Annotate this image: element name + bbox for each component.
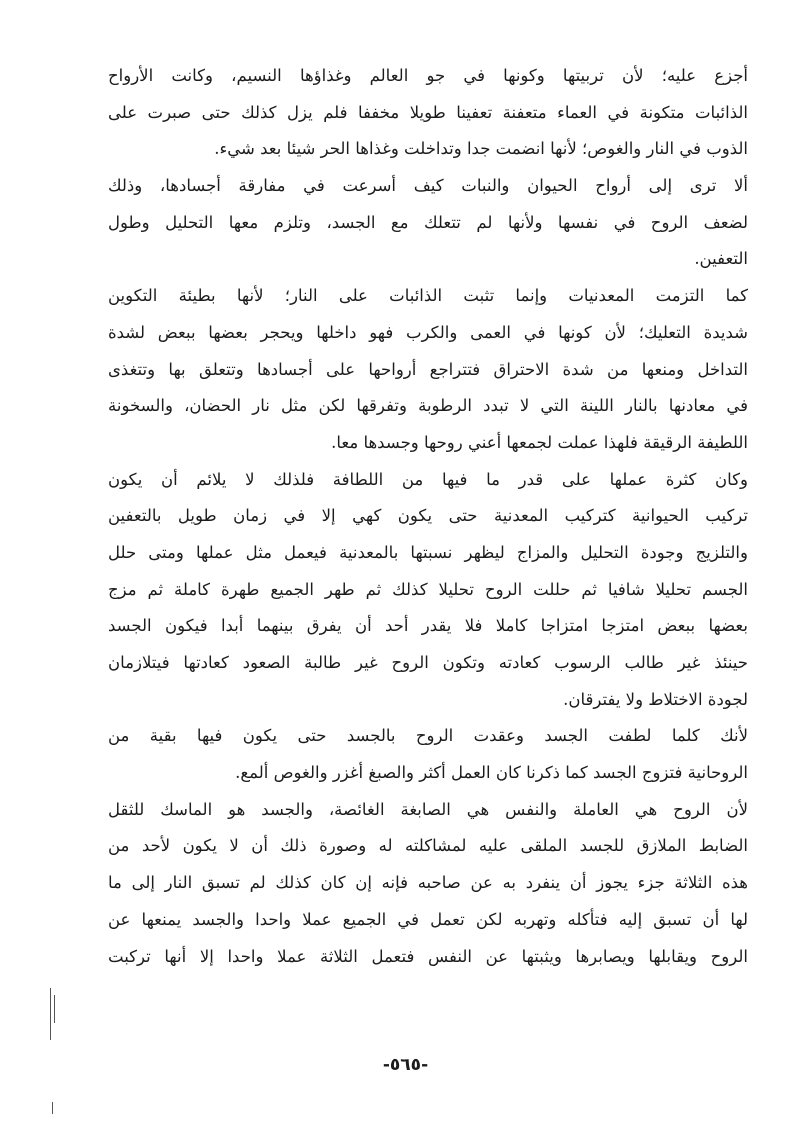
text-line: والتلزيج وجودة التحليل والمزاج ليظهر نسبتها بالمعدنية فيعمل مثل عملها ومتى حلل <box>108 542 748 562</box>
text-line: لجودة الاختلاط ولا يفترقان. <box>563 689 748 709</box>
paragraph-5 <box>108 718 748 791</box>
text-line: الجسم تحليلا شافيا ثم حللت الروح تحليلا كذلك ثم طهر الجميع طهرة كاملة ثم مزج <box>108 579 748 599</box>
text-line: التعفين. <box>694 249 748 269</box>
text-line: وكان كثرة عملها على قدر ما فيها من اللطافة فلذلك لا يلائم أن يكون <box>108 469 748 489</box>
margin-scan-mark <box>52 1102 53 1114</box>
text-line: كما التزمت المعدنيات وإنما تثبت الذائبات على النار؛ لأنها بطيئة التكوين <box>108 286 748 306</box>
text-line: تركيب الحيوانية كتركيب المعدنية حتى يكون كهي إلا في زمان طويل بالتعفين <box>108 506 748 526</box>
text-line: الضابط الملازق للجسد الملقى عليه لمشاكلته له وصورة ذلك أن لا يكون لأحد من <box>108 836 748 856</box>
text-line: بعضها ببعض امتزجا امتزاجا كاملا فلا يقدر أحد أن يفرق بينهما أبدا فيكون الجسد <box>108 616 748 636</box>
text-line: لها أن تسبق إليه فتأكله وتهربه لكن تعمل في الجميع عملا واحدا والجسد يمنعها عن <box>108 909 748 929</box>
text-line: ألا ترى إلى أرواح الحيوان والنبات كيف أسرعت في مفارقة أجسادها، وذلك <box>108 176 748 196</box>
text-line: الذوب في النار والغوص؛ لأنها انضمت جدا وتداخلت وغذاها الحر شيئا بعد شيء. <box>214 139 748 159</box>
paragraph-1 <box>108 58 748 168</box>
paragraph-3 <box>108 278 748 461</box>
text-line: اللطيفة الرقيقة فلهذا عملت لجمعها أعني روحها وجسدها معا. <box>331 432 748 452</box>
body-text <box>108 58 748 975</box>
text-line: شديدة التعليك؛ لأن كونها في العمى والكرب فهو داخلها ويحجر بعضها ببعض لشدة <box>108 322 748 342</box>
paragraph-2 <box>108 168 748 278</box>
paragraph-4 <box>108 462 748 719</box>
text-line: الذائبات متكونة في العماء متعفنة تعفينا طويلا مخففا فلم يزل كذلك حتى صبرت على <box>108 102 748 122</box>
text-line: في معادنها بالنار اللينة التي لا تبدد الرطوبة وتفرقها لكن مثل نار الحضان، والسخونة <box>108 396 748 416</box>
paragraph-6 <box>108 792 748 975</box>
text-line: لضعف الروح في نفسها ولأنها لم تتعلك مع الجسد، وتلزم معها التحليل وطول <box>108 212 748 232</box>
page-number: -٥٦٥- <box>382 1055 429 1075</box>
text-line: أجزع عليه؛ لأن تربيتها وكونها في جو العالم وغذاؤها النسيم، وكانت الأرواح <box>108 66 748 85</box>
text-line: لأن الروح هي العاملة والنفس هي الصابغة الغائصة، والجسد هو الماسك للثقل <box>108 799 748 819</box>
margin-scan-mark <box>50 988 51 1040</box>
text-line: التداخل ومنعها من شدة الاحتراق فتتراجع أرواحها على أجسادها وتتعلق بها وتتغذى <box>108 359 748 379</box>
text-line: الروحانية فتزوج الجسد كما ذكرنا كان العمل أكثر والصبغ أغزر والغوص ألمع. <box>235 763 748 783</box>
text-line: هذه الثلاثة جزء يجوز أن ينفرد به عن صاحبه فإنه إن كان كذلك لم تسبق النار إلى ما <box>108 873 748 893</box>
text-line: لأنك كلما لطفت الجسد وعقدت الروح بالجسد حتى يكون فيها بقية من <box>108 726 748 746</box>
text-line: حينئذ غير طالب الرسوب كعادته وتكون الروح غير طالبة الصعود كعادتها فيتلازمان <box>108 653 748 672</box>
text-line: الروح ويقابلها ويصابرها ويثبتها عن النفس فتعمل الثلاثة عملا واحدا إلا أنها تركبت <box>108 946 748 966</box>
margin-scan-mark <box>54 995 55 1023</box>
